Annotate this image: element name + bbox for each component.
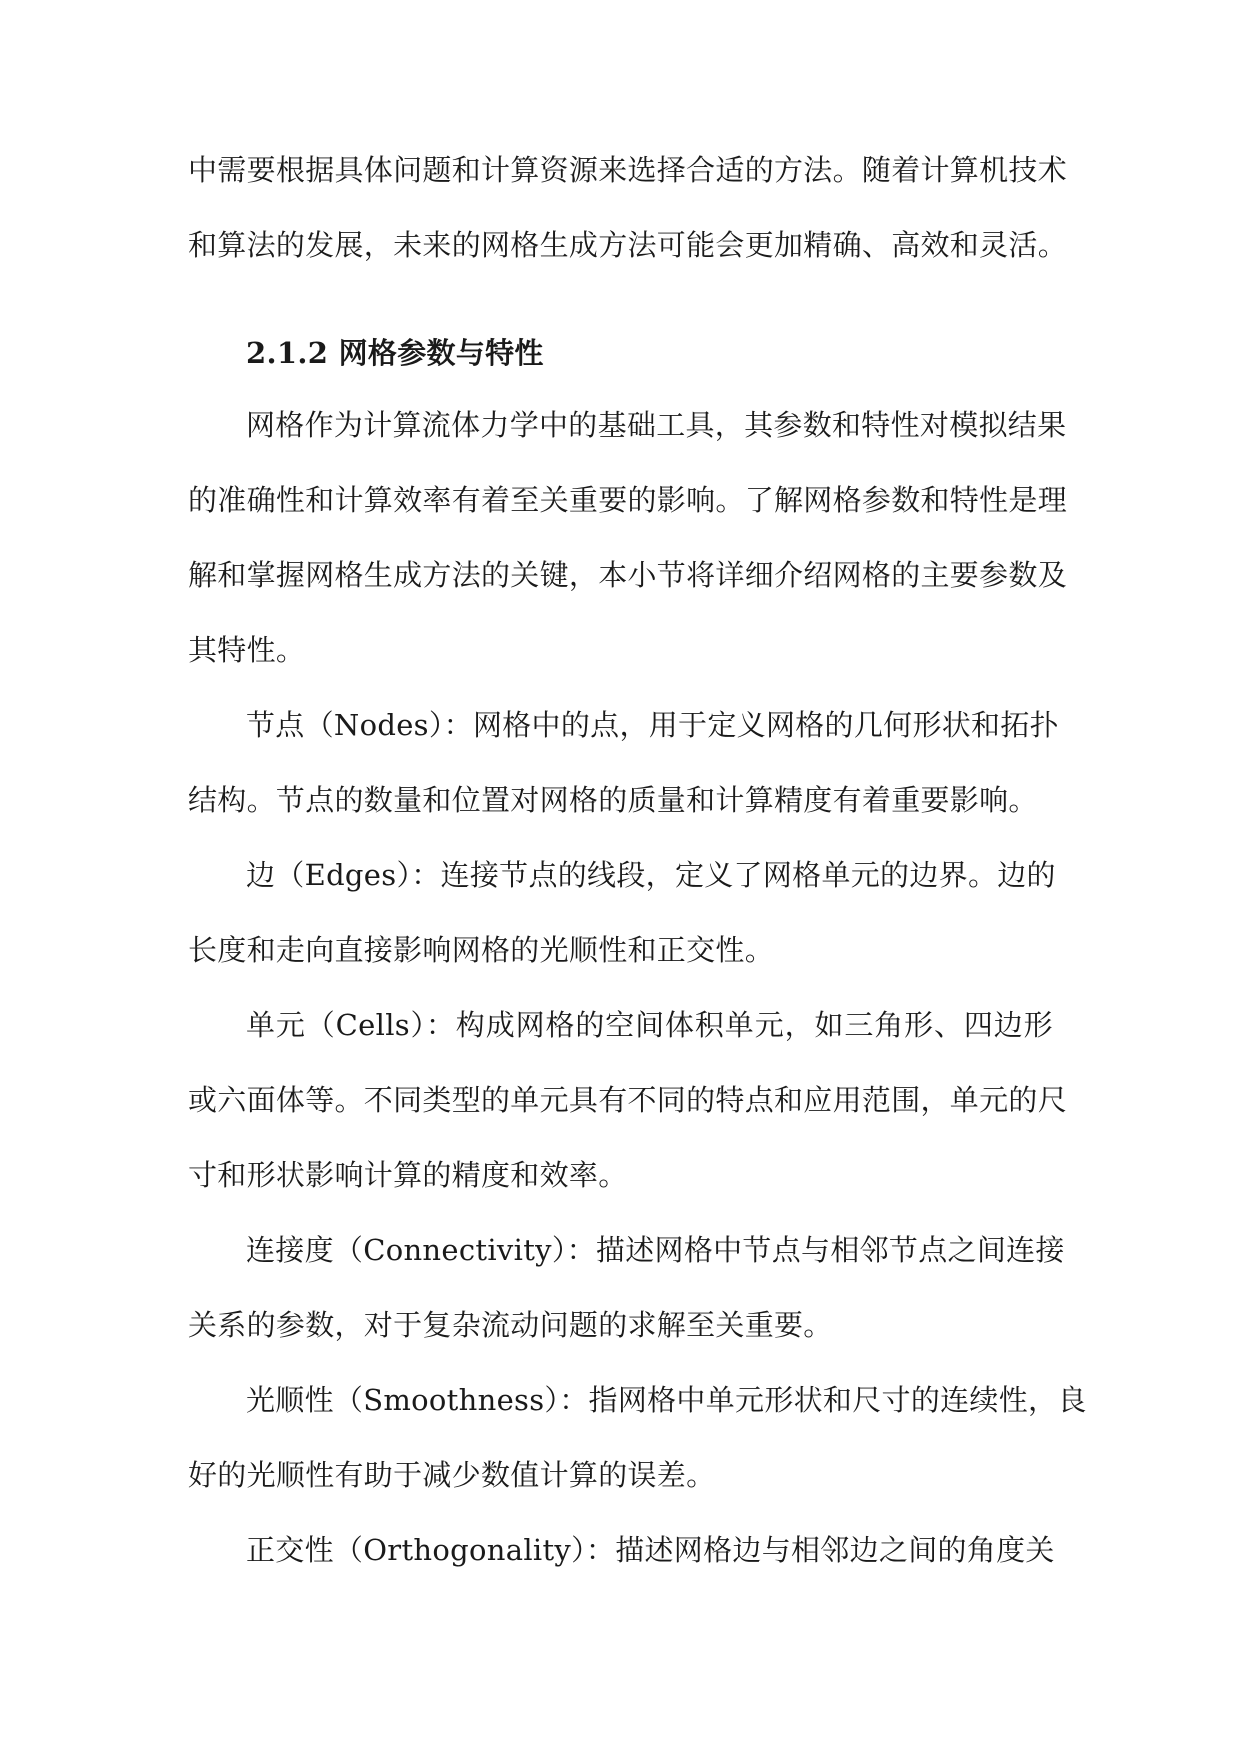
text-line: 寸和形状影响计算的精度和效率。 xyxy=(188,1158,628,1192)
text-line: 中需要根据具体问题和计算资源来选择合适的方法。随着计算机技术 xyxy=(188,153,1068,187)
text-line: 关系的参数，对于复杂流动问题的求解至关重要。 xyxy=(188,1308,833,1342)
text-line: 和算法的发展，未来的网格生成方法可能会更加精确、高效和灵活。 xyxy=(188,228,1068,262)
text-line: 好的光顺性有助于减少数值计算的误差。 xyxy=(188,1458,716,1492)
text-line: 正交性（Orthogonality）：描述网格边与相邻边之间的角度关 xyxy=(246,1533,1055,1567)
text-line: 长度和走向直接影响网格的光顺性和正交性。 xyxy=(188,933,775,967)
text-line: 边（Edges）：连接节点的线段，定义了网格单元的边界。边的 xyxy=(246,858,1056,892)
text-line: 或六面体等。不同类型的单元具有不同的特点和应用范围，单元的尺 xyxy=(188,1083,1068,1117)
text-line: 的准确性和计算效率有着至关重要的影响。了解网格参数和特性是理 xyxy=(188,483,1068,517)
text-line: 连接度（Connectivity）：描述网格中节点与相邻节点之间连接 xyxy=(246,1233,1065,1267)
section-heading: 2.1.2 网格参数与特性 xyxy=(246,336,544,370)
text-line: 结构。节点的数量和位置对网格的质量和计算精度有着重要影响。 xyxy=(188,783,1038,817)
text-line: 网格作为计算流体力学中的基础工具，其参数和特性对模拟结果 xyxy=(246,408,1067,442)
text-line: 光顺性（Smoothness）：指网格中单元形状和尺寸的连续性，良 xyxy=(246,1383,1087,1417)
text-line: 节点（Nodes）：网格中的点，用于定义网格的几何形状和拓扑 xyxy=(246,708,1059,742)
text-line: 单元（Cells）：构成网格的空间体积单元，如三角形、四边形 xyxy=(246,1008,1053,1042)
text-line: 解和掌握网格生成方法的关键，本小节将详细介绍网格的主要参数及 xyxy=(188,558,1068,592)
text-line: 其特性。 xyxy=(188,633,306,667)
